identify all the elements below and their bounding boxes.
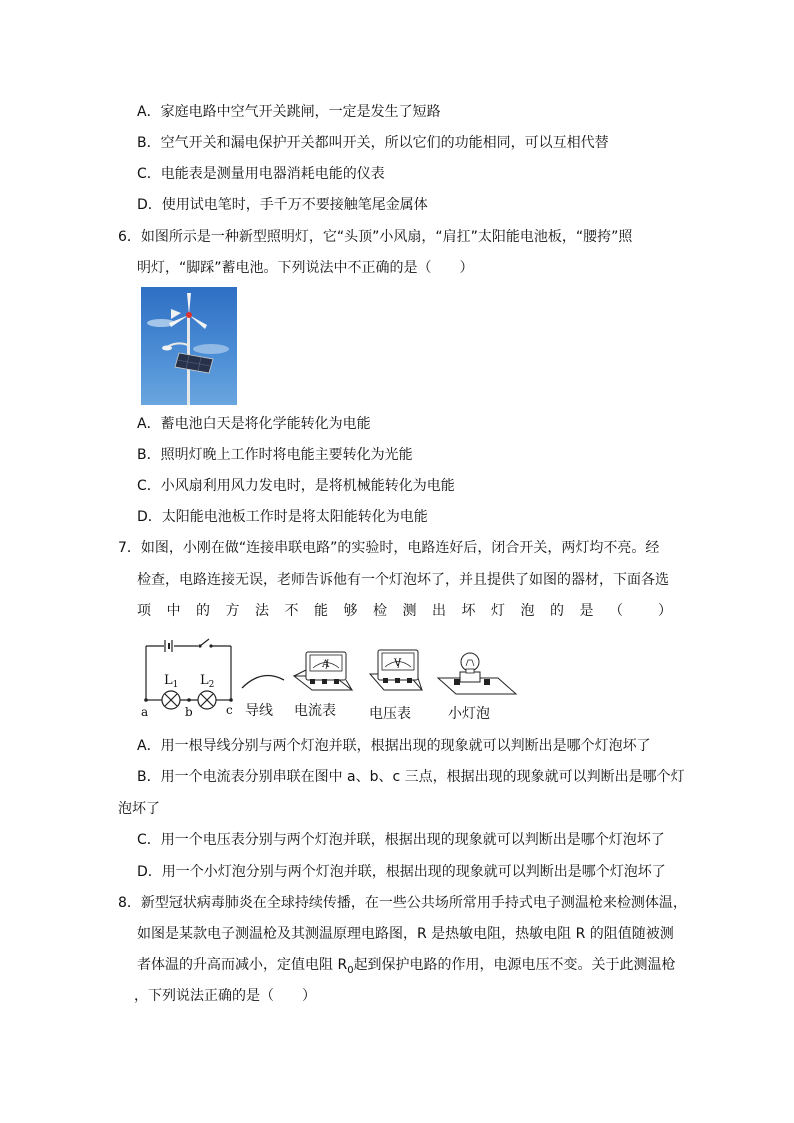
q8-stem-line4: ，下列说法正确的是（ ） [134, 988, 316, 1004]
caption-wire: 导线 [245, 703, 273, 719]
q7-stem-line1: 7．如图，小刚在做“连接串联电路”的实验时，电路连好后，闭合开关，两灯均不亮。经 [118, 540, 660, 556]
q5-option-d: D．使用试电笔时，手千万不要接触笔尾金属体 [137, 197, 428, 213]
q8-stem-line1: 8．新型冠状病毒肺炎在全球持续传播，在一些公共场所常用手持式电子测温枪来检测体温， [118, 895, 687, 911]
q8-stem-line3: 者体温的升高而减小，定值电阻 $R_0$起到保护电路的作用，电源电压不变。关于此测温枪 [137, 957, 676, 976]
caption-bulb: 小灯泡 [448, 706, 490, 722]
q7-option-a: A．用一根导线分别与两个灯泡并联，根据出现的现象就可以判断出是哪个灯泡坏了 [137, 738, 651, 754]
voltmeter-drawing [370, 650, 422, 690]
lamp-l1-label: $L_1$ [164, 673, 179, 690]
ammeter-drawing [294, 652, 352, 690]
q7-stem-line3-close-paren: ） [658, 603, 672, 619]
caption-voltmeter: 电压表 [369, 706, 411, 722]
svg-text:V: V [394, 658, 402, 669]
q7-stem-line3: 项中的方法不能够检测出坏灯泡的是（ [137, 603, 639, 619]
q5-option-a: A．家庭电路中空气开关跳闸，一定是发生了短路 [137, 104, 441, 120]
q6-stem-line2: 明灯，“脚踩”蓄电池。下列说法中不正确的是（ ） [137, 260, 474, 276]
q5-option-b: B．空气开关和漏电保护开关都叫开关，所以它们的功能相同，可以互相代替 [137, 135, 609, 151]
q8-stem-line2: 如图是某款电子测温枪及其测温原理电路图，R 是热敏电阻，热敏电阻 R 的阻值随被测 [137, 926, 674, 942]
wind-solar-streetlight-photo [141, 287, 237, 405]
point-a-label: a [141, 705, 149, 719]
svg-text:A: A [322, 659, 330, 670]
q7-option-d: D．用一个小灯泡分别与两个灯泡并联，根据出现的现象就可以判断出是哪个灯泡坏了 [137, 864, 666, 880]
q5-option-c: C．电能表是测量用电器消耗电能的仪表 [137, 166, 385, 182]
q6-option-a: A．蓄电池白天是将化学能转化为电能 [137, 416, 371, 432]
q6-stem-line1: 6．如图所示是一种新型照明灯，它“头顶”小风扇，“肩扛”太阳能电池板，“腰挎”照 [118, 229, 633, 245]
q7-option-b-line2: 泡坏了 [118, 801, 160, 817]
q7-stem-line2: 检查，电路连接无误，老师告诉他有一个灯泡坏了，并且提供了如图的器材，下面各选 [137, 572, 669, 588]
point-c-label: c [226, 703, 233, 717]
wire-drawing [242, 676, 284, 689]
q7-option-c: C．用一个电压表分别与两个灯泡并联，根据出现的现象就可以判断出是哪个灯泡坏了 [137, 832, 665, 848]
q6-option-c: C．小风扇利用风力发电时，是将机械能转化为电能 [137, 478, 455, 494]
point-b-label: b [185, 705, 193, 719]
bulb-drawing [438, 653, 516, 694]
caption-ammeter: 电流表 [294, 703, 336, 719]
q6-option-d: D．太阳能电池板工作时是将太阳能转化为电能 [137, 509, 428, 525]
q6-option-b: B．照明灯晚上工作时将电能主要转化为光能 [137, 447, 413, 463]
lamp-l2-label: $L_2$ [200, 673, 215, 690]
q7-option-b-line1: B．用一个电流表分别串联在图中 a、b、c 三点，根据出现的现象就可以判断出是哪个灯 [137, 769, 685, 785]
